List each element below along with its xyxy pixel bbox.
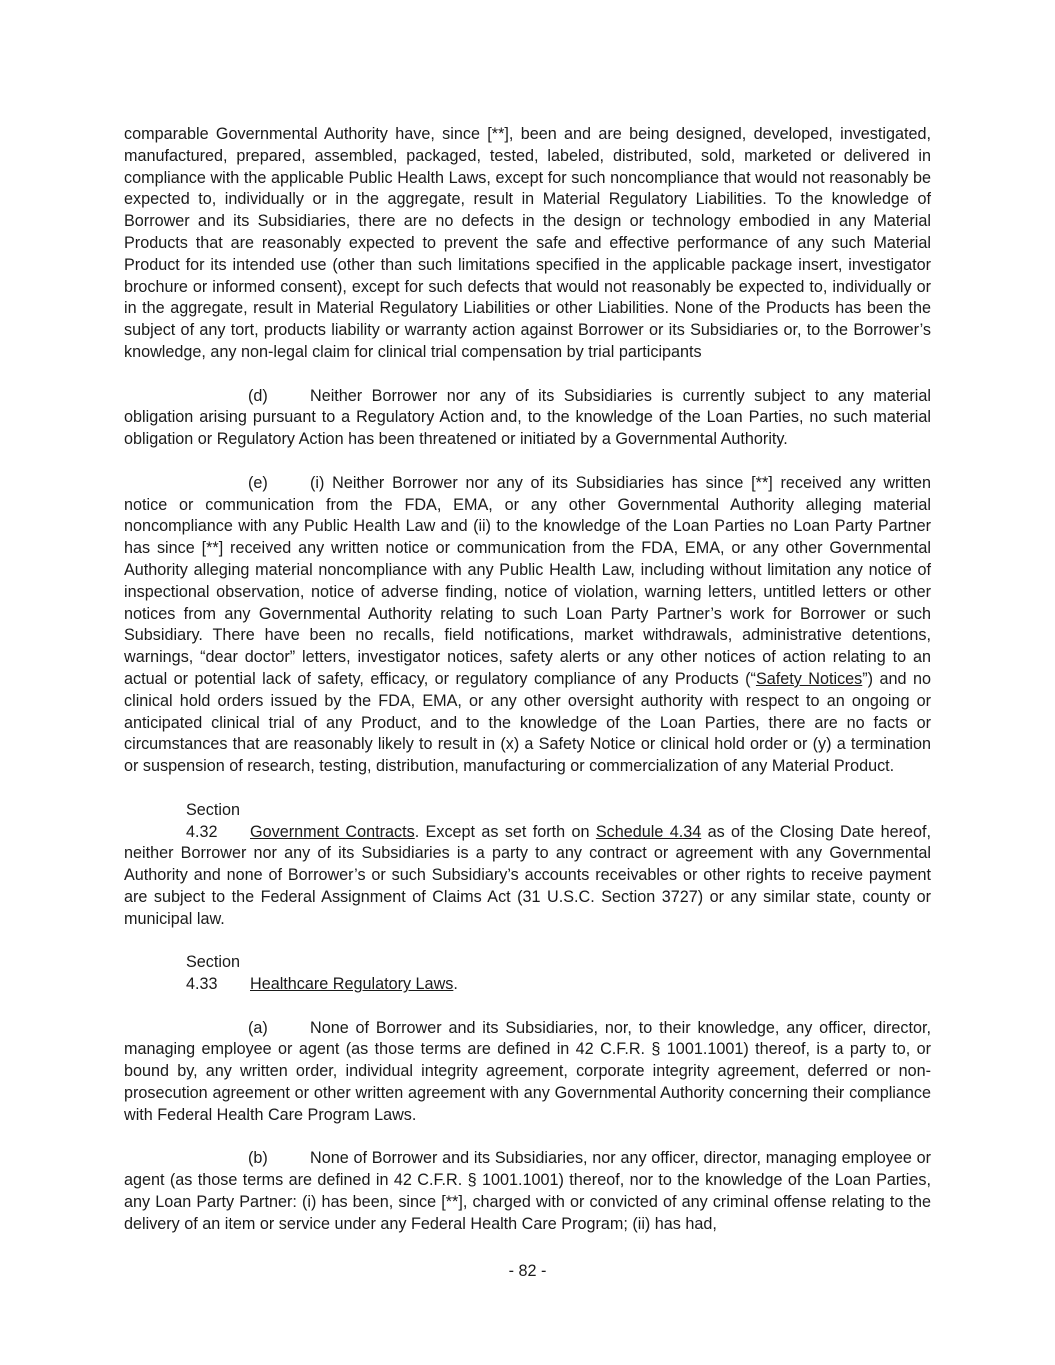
subsection-d-text: Neither Borrower nor any of its Subsidiaries is currently subject to any material obligation arising pursuant to a Regulatory Action and, to the knowledge of the Loan Parties, no such material obligation or Regulatory Action has been threatened or initiated by a Governmental Authority. (124, 386, 931, 449)
subsection-e-label: (e) (248, 473, 268, 492)
section-4-32-text-after: as of the Closing Date hereof, neither Borrower nor any of its Subsidiaries is a party to any contract or agreement with any Governmental Authority and none of Borrower’s or such Subsidiary’s accounts receivables or other rights to receive payment are subject to the Federal Assignment of Claims Act (31 U.S.C. Section 3727) or any similar state, county or municipal law. (124, 822, 931, 928)
section-4-33-heading: Healthcare Regulatory Laws (250, 975, 454, 994)
page-number: - 82 - (508, 1262, 547, 1280)
schedule-4-34-reference: Schedule 4.34 (595, 822, 702, 841)
section-4-32 (124, 800, 931, 931)
subsection-d (124, 386, 931, 451)
subsection-d-label: (d) (248, 386, 268, 405)
subsection-e-text-before: (i) Neither Borrower nor any of its Subsidiaries has since [**] received any written notice or communication from the FDA, EMA, or any other Governmental Authority alleging material noncompliance with any Public Health Law and (ii) to the knowledge of the Loan Parties no Loan Party Partner has since [**] received any written notice or communication from the FDA, EMA, or any other Governmental Authority alleging material noncompliance with any Public Health Law, including without limitation any notice of inspectional observation, notice of adverse finding, notice of violation, warning letters, untitled letters or other notices from any Governmental Authority relating to such Loan Party Partner’s work for Borrower or such Subsidiary. There have been no recalls, field notifications, market withdrawals, administrative detentions, warnings, “dear doctor” letters, investigator notices, safety alerts or any other notices of action relating to an actual or potential lack of safety, efficacy, or regulatory compliance of any Products (“ (124, 473, 931, 688)
subsection-b (124, 1148, 931, 1235)
subsection-e-text-after: ”) and no clinical hold orders issued by the FDA, EMA, or any other oversight authority with respect to an ongoing or anticipated clinical trial of any Product, and to the knowledge of the Loan Parties, there are no facts or circumstances that are reasonably likely to result in (x) a Safety Notice or clinical hold order or (y) a termination or suspension of research, testing, distribution, manufacturing or commercialization of any Material Product. (124, 669, 931, 776)
section-4-32-text-before: Except as set forth on (419, 822, 596, 841)
subsection-a (124, 1018, 931, 1127)
section-4-33-number: Section 4.33 (186, 953, 240, 994)
subsection-a-text: None of Borrower and its Subsidiaries, nor, to their knowledge, any officer, director, managing employee or agent (as those terms are defined in 42 C.F.R. § 1001.1001) thereof, is a party to, or bound by, any written order, individual integrity agreement, corporate integrity agreement, deferred or non-prosecution agreement or other written agreement with any Governmental Authority concerning their compliance with Federal Health Care Program Laws. (124, 1018, 931, 1124)
paragraph-continuation: comparable Governmental Authority have, since [**], been and are being designed, developed, investigated, manufactured, prepared, assembled, packaged, tested, labeled, distributed, sold, marketed or delivered in compliance with the applicable Public Health Laws, except for such noncompliance that would not reasonably be expected to, individually or in the aggregate, result in Material Regulatory Liabilities. To the knowledge of Borrower and its Subsidiaries, there are no defects in the design or technology embodied in any Material Products that are reasonably expected to prevent the safe and effective performance of any such Material Product for its intended use (other than such limitations specified in the applicable package insert, investigator brochure or informed consent), except for such defects that would not reasonably be expected to, individually or in the aggregate, result in Material Regulatory Liabilities or other Liabilities. None of the Products has been the subject of any tort, products liability or warranty action against Borrower or its Subsidiaries or, to the Borrower’s knowledge, any non-legal claim for clinical trial compensation by trial participants (124, 125, 931, 361)
subsection-b-text: None of Borrower and its Subsidiaries, nor any officer, director, managing employee or agent (as those terms are defined in 42 C.F.R. § 1001.1001) thereof, nor to the knowledge of the Loan Parties, any Loan Party Partner: (i) has been, since [**], charged with or convicted of any criminal offense relating to the delivery of an item or service under any Federal Health Care Program; (ii) has had, (124, 1149, 931, 1233)
section-4-32-heading: Government Contracts (250, 822, 415, 841)
section-4-33 (124, 952, 931, 996)
defined-term-safety-notices: Safety Notices (755, 669, 863, 688)
section-4-33-heading-punct: . (453, 975, 458, 994)
subsection-e (124, 473, 931, 778)
document-page (124, 124, 931, 1257)
subsection-b-label: (b) (248, 1149, 268, 1168)
section-4-32-heading-punct: . (414, 822, 420, 841)
section-4-32-number: Section 4.32 (186, 800, 240, 841)
subsection-a-label: (a) (248, 1018, 268, 1037)
